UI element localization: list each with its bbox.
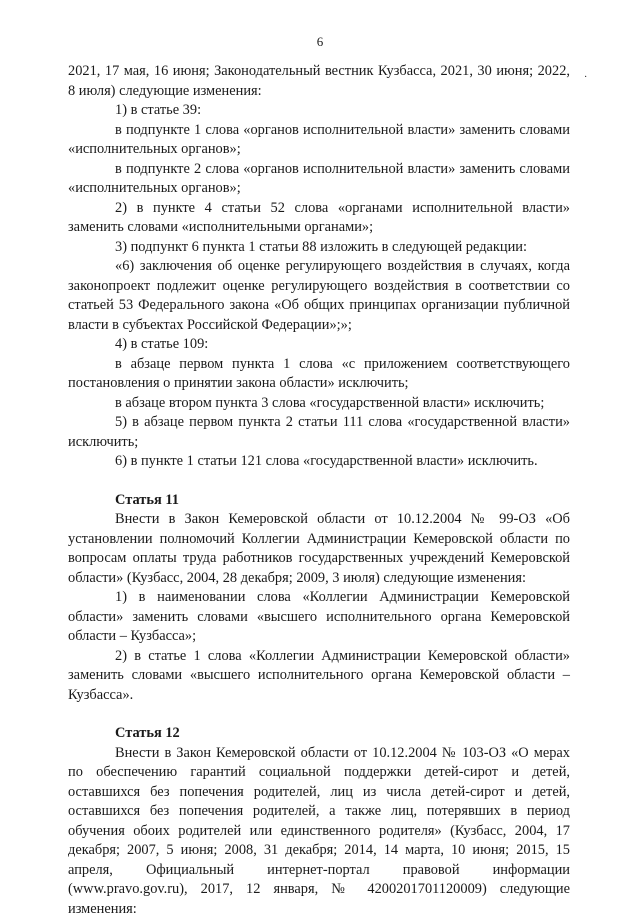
paragraph-subitem-109-1: в абзаце первом пункта 1 слова «с приложением соответствующего постановления о принятии закона области» исключить;	[68, 355, 570, 394]
paragraph-item-6: 6) в пункте 1 статьи 121 слова «государственной власти» исключить.	[68, 452, 570, 472]
paragraph-continuation: 2021, 17 мая, 16 июня; Законодательный вестник Кузбасса, 2021, 30 июня; 2022, 8 июля) следующие изменения:	[68, 62, 570, 101]
paragraph-subitem-1: в подпункте 1 слова «органов исполнительной власти» заменить словами «исполнительных органов»;	[68, 121, 570, 160]
article-11-item-1: 1) в наименовании слова «Коллегии Администрации Кемеровской области» заменить словами «высшего исполнительного органа Кемеровской области – Кузбасса»;	[68, 588, 570, 647]
article-11-heading: Статья 11	[68, 491, 570, 511]
paragraph-item-5: 5) в абзаце первом пункта 2 статьи 111 слова «государственной власти» исключить;	[68, 413, 570, 452]
paragraph-quote-6: «6) заключения об оценке регулирующего воздействия в случаях, когда законопроект подлежит оценке регулирующего воздействия в соответствии со статьей 53 Федерального закона «Об общих принципах организации публичной власти в субъектах Российской Федерации»;»;	[68, 257, 570, 335]
page-number: 6	[0, 34, 640, 50]
paragraph-subitem-2: в подпункте 2 слова «органов исполнительной власти» заменить словами «исполнительных органов»;	[68, 160, 570, 199]
article-12-intro: Внести в Закон Кемеровской области от 10.12.2004 № 103-ОЗ «О мерах по обеспечению гарантий социальной поддержки детей-сирот и детей, оставшихся без попечения родителей, лиц из числа детей-сирот и детей, оставшихся без попечения родителей, а также лиц, потерявших в период обучения обоих родителей или единственного родителя» (Кузбасс, 2004, 17 декабря; 2007, 5 июня; 2008, 31 декабря; 2014, 14 марта, 10 июня; 2015, 15 апреля, Официальный интернет-портал правовой информации (www.pravo.gov.ru), 2017, 12 января, № 4200201701120009) следующие изменения:	[68, 744, 570, 919]
article-12-heading: Статья 12	[68, 724, 570, 744]
stray-mark: ·	[584, 72, 587, 83]
paragraph-item-1: 1) в статье 39:	[68, 101, 570, 121]
paragraph-item-2: 2) в пункте 4 статьи 52 слова «органами исполнительной власти» заменить словами «исполнительными органами»;	[68, 199, 570, 238]
document-body	[68, 62, 570, 919]
article-11-item-2: 2) в статье 1 слова «Коллегии Администрации Кемеровской области» заменить словами «высшего исполнительного органа Кемеровской области – Кузбасса».	[68, 647, 570, 706]
paragraph-subitem-109-3: в абзаце втором пункта 3 слова «государственной власти» исключить;	[68, 394, 570, 414]
article-11-intro: Внести в Закон Кемеровской области от 10.12.2004 № 99-ОЗ «Об установлении полномочий Коллегии Администрации Кемеровской области по вопросам оплаты труда работников государственных учреждений Кемеровской области» (Кузбасс, 2004, 28 декабря; 2009, 3 июля) следующие изменения:	[68, 510, 570, 588]
paragraph-item-4: 4) в статье 109:	[68, 335, 570, 355]
paragraph-item-3: 3) подпункт 6 пункта 1 статьи 88 изложить в следующей редакции:	[68, 238, 570, 258]
